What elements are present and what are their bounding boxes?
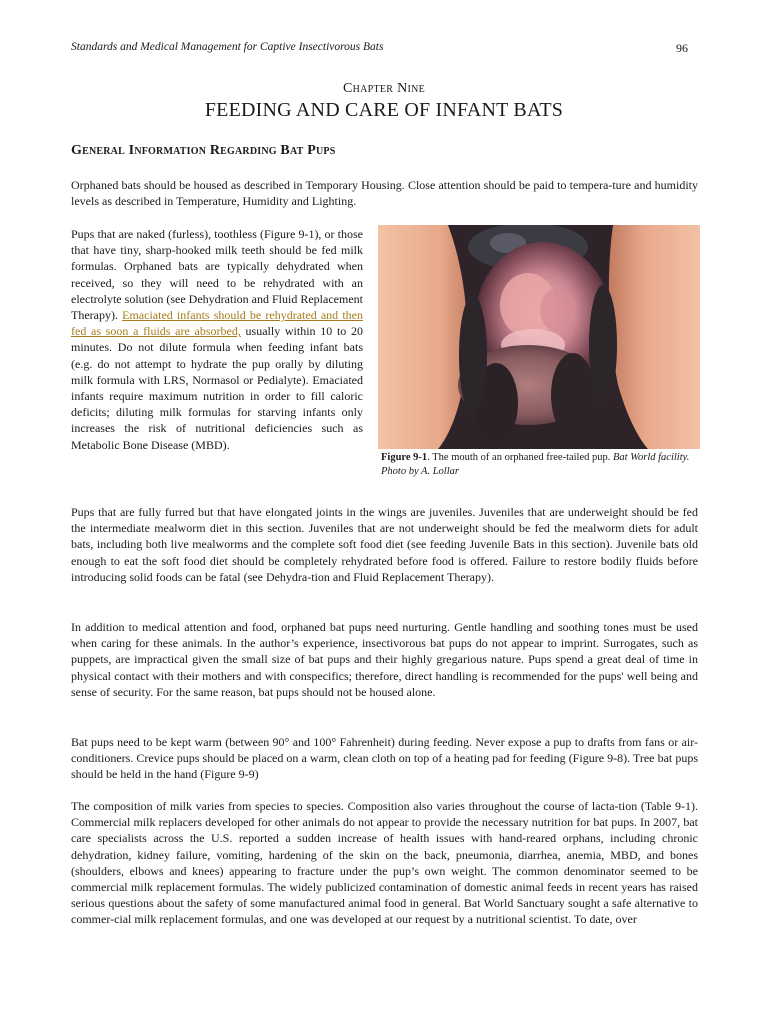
paragraph-housing: Orphaned bats should be housed as described in Temporary Housing. Close attention should be paid to tempera-ture and humidity levels as described in Temperature, Humidity and Lighting.: [71, 178, 698, 209]
paragraph-text: Pups that are naked (furless), toothless (Figure 9-1), or those that have tiny, sharp-hooked milk teeth should be fed milk formulas. Orphaned bats are typically dehydrated when received, so they will need to be rehydrated with an electrolyte solution (see Dehydration and Fluid Replacement Therapy).: [71, 227, 363, 323]
paragraph-text: usually within 10 to 20 minutes. Do not dilute formula when feeding infant bats (e.g. do not attempt to hydrate the pup orally by diluting milk formula with LRS, Normasol or Pedialyte). Emaciated infants require maximum nutrition in order to fill caloric deficits; diluting milk formulas for starving infants only increases the risk of nutritional deficiencies such as Metabolic Bone Disease (MBD).: [71, 324, 363, 452]
figure-caption: [381, 451, 699, 479]
running-title: Standards and Medical Management for Captive Insectivorous Bats: [71, 41, 384, 53]
emaciated-infants-link[interactable]: Emaciated infants should be rehydrated and then fed as soon a fluids are absorbed,: [71, 308, 363, 339]
paragraph-milk-formulas: [71, 226, 363, 453]
caption-text: . The mouth of an orphaned free-tailed pup.: [427, 452, 614, 463]
paragraph-nurturing: In addition to medical attention and food, orphaned bat pups need nurturing. Gentle handling and soothing tones must be used when caring for these animals. In the author’s experience, insectivorous bat pups do not appear to imprint. Surrogates, such as puppets, are impractical given the small size of bat pups and their highly gregarious nature. Pups spend a great deal of time in physical contact with their mothers and with conspecifics; therefore, direct handling is recommended for the pups' well being and sense of security. For the same reason, bat pups should not be housed alone.: [71, 620, 698, 699]
chapter-title: FEEDING AND CARE OF INFANT BATS: [204, 99, 564, 121]
paragraph-warmth: Bat pups need to be kept warm (between 90° and 100° Fahrenheit) during feeding. Never expose a pup to drafts from fans or air-conditioners. Crevice pups should be placed on a warm, clean cloth on top of a heating pad for feeding (Figure 9-8). Tree bat pups should be held in the hand (Figure 9-9): [71, 735, 698, 782]
chapter-label: Chapter Nine: [342, 81, 426, 96]
running-header: [71, 41, 688, 56]
photo-credit: Bat World facility. Photo by A. Lollar: [381, 452, 690, 477]
figure-number: Figure 9-1: [381, 452, 428, 463]
page-number: 96: [676, 41, 688, 55]
bat-pup-mouth-photo: [378, 225, 700, 449]
section-heading: General Information Regarding Bat Pups: [71, 143, 336, 158]
paragraph-juveniles: Pups that are fully furred but that have elongated joints in the wings are juveniles. Juveniles that are underweight should be fed the intermediate mealworm diet in this section. Juveniles that are not underweight should be fed the mealworm diets for adult bats, including both live mealworms and the complete soft food diet (see feeding Juvenile Bats in this section). Juvenile bats old enough to eat the soft food diet should be completely rehydrated before food is offered. Failure to restore bodily fluids before introducing solid foods can be fatal (see Dehydra-tion and Fluid Replacement Therapy).: [71, 505, 698, 584]
paragraph-milk-composition: The composition of milk varies from species to species. Composition also varies throughout the course of lacta-tion (Table 9-1). Commercial milk replacers developed for other animals do not appear to provide the necessary nutrition for bat pups. In 2007, bat care specialists across the U.S. reported a sudden increase of health issues with hand-reared orphans, including chronic dehydration, kidney failure, vomiting, hardening of the skin on the back, pneumonia, diarrhea, anemia, MBD, and bones (shoulders, elbows and knees) appearing to fracture under the pup’s own weight. The common denominator seemed to be commercial milk replacement formulas. The widely publicized contamination of domestic animal feeds in recent years has raised serious questions about the safety of some manufactured animal food in general. Bat World Sanctuary sought a safe alternative to commer-cial milk replacement formulas, and one was developed at our request by a nutritional scientist. To date, over: [71, 799, 698, 927]
